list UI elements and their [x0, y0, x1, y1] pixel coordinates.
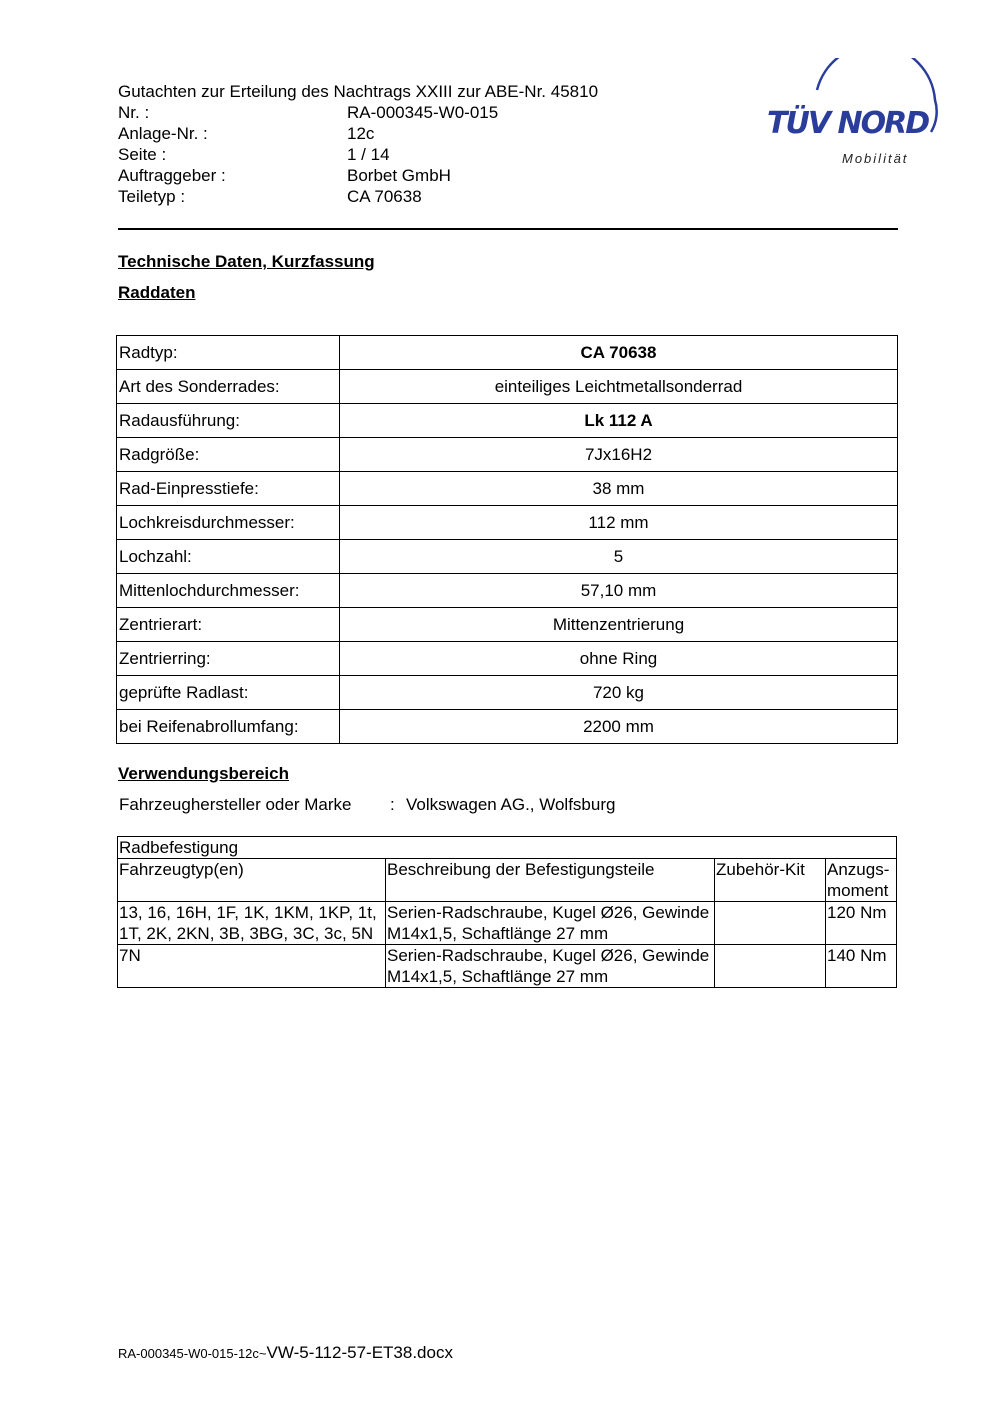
header-label: Teiletyp : [118, 187, 186, 206]
header-label: Auftraggeber : [118, 166, 226, 185]
wheel-data-label: bei Reifenabrollumfang: [117, 710, 340, 744]
column-header: Beschreibung der Befestigungsteile [386, 859, 715, 902]
table-caption-row [118, 837, 897, 859]
tuv-nord-logo [765, 58, 945, 170]
torque-cell: 120 Nm [826, 902, 897, 945]
mounting-table [117, 836, 897, 988]
wheel-data-label: Radausführung: [117, 404, 340, 438]
wheel-data-label: Zentrierart: [117, 608, 340, 642]
table-row [117, 472, 898, 506]
wheel-data-label: Lochkreisdurchmesser: [117, 506, 340, 540]
wheel-data-value: Lk 112 A [340, 404, 898, 438]
wheel-data-label: Zentrierring: [117, 642, 340, 676]
wheel-data-label: Radtyp: [117, 336, 340, 370]
table-row [118, 902, 897, 945]
header-label: Anlage-Nr. : [118, 124, 208, 143]
column-header: Zubehör-Kit [715, 859, 826, 902]
manufacturer-value: Volkswagen AG., Wolfsburg [406, 795, 616, 814]
wheel-data-table [116, 335, 898, 744]
kit-cell [715, 902, 826, 945]
vehicle-types-cell: 13, 16, 16H, 1F, 1K, 1KM, 1KP, 1t, 1T, 2K, 2KN, 3B, 3BG, 3C, 3c, 5N [118, 902, 386, 945]
footer-prefix: RA-000345-W0-015-12c~ [118, 1346, 267, 1361]
wheel-data-value: 57,10 mm [340, 574, 898, 608]
table-row [117, 438, 898, 472]
header-divider [118, 228, 898, 230]
table-row [117, 336, 898, 370]
header-label: Nr. : [118, 103, 150, 122]
wheel-data-label: Radgröße: [117, 438, 340, 472]
wheel-data-label: Rad-Einpresstiefe: [117, 472, 340, 506]
description-cell: Serien-Radschraube, Kugel Ø26, Gewinde M14x1,5, Schaftlänge 27 mm [386, 902, 715, 945]
table-header-row [118, 859, 897, 902]
document-title: Gutachten zur Erteilung des Nachtrags XXIII zur ABE-Nr. 45810 [118, 82, 599, 101]
wheel-data-value: 720 kg [340, 676, 898, 710]
table-row [117, 676, 898, 710]
header-value: 1 / 14 [347, 145, 390, 164]
table-row [118, 945, 897, 988]
description-cell: Serien-Radschraube, Kugel Ø26, Gewinde M14x1,5, Schaftlänge 27 mm [386, 945, 715, 988]
wheel-data-value: 2200 mm [340, 710, 898, 744]
logo-subtitle: Mobilität [842, 151, 909, 166]
wheel-data-value: 38 mm [340, 472, 898, 506]
header-value: Borbet GmbH [347, 166, 451, 185]
header-row-part-type [118, 186, 658, 207]
wheel-data-label: Mittenlochdurchmesser: [117, 574, 340, 608]
column-header: Fahrzeugtyp(en) [118, 859, 386, 902]
wheel-data-value: 5 [340, 540, 898, 574]
wheel-data-label: geprüfte Radlast: [117, 676, 340, 710]
section-heading-usage: Verwendungsbereich [118, 764, 289, 783]
manufacturer-line [119, 795, 615, 815]
header-label: Seite : [118, 145, 167, 164]
section-heading-wheel-data: Raddaten [118, 283, 196, 302]
header-row-page [118, 144, 658, 165]
table-row [117, 506, 898, 540]
header-value: CA 70638 [347, 187, 422, 206]
mounting-caption: Radbefestigung [118, 837, 897, 859]
table-row [117, 608, 898, 642]
wheel-data-label: Lochzahl: [117, 540, 340, 574]
table-row [117, 642, 898, 676]
table-row [117, 370, 898, 404]
wheel-data-value: CA 70638 [340, 336, 898, 370]
table-row [117, 710, 898, 744]
torque-cell: 140 Nm [826, 945, 897, 988]
wheel-data-value: 7Jx16H2 [340, 438, 898, 472]
wheel-data-value: Mittenzentrierung [340, 608, 898, 642]
table-row [117, 540, 898, 574]
manufacturer-separator: : [390, 795, 395, 814]
wheel-data-value: einteiliges Leichtmetallsonderrad [340, 370, 898, 404]
wheel-data-value: ohne Ring [340, 642, 898, 676]
section-heading-technical: Technische Daten, Kurzfassung [118, 252, 375, 271]
header-row-number [118, 102, 658, 123]
header-value: RA-000345-W0-015 [347, 103, 499, 122]
footer-name: VW-5-112-57-ET38.docx [266, 1343, 453, 1362]
kit-cell [715, 945, 826, 988]
header-row-attachment [118, 123, 658, 144]
column-header: Anzugs-moment [826, 859, 897, 902]
wheel-data-label: Art des Sonderrades: [117, 370, 340, 404]
wheel-data-value: 112 mm [340, 506, 898, 540]
document-header [118, 81, 658, 207]
header-row-client [118, 165, 658, 186]
header-value: 12c [347, 124, 375, 143]
table-row [117, 404, 898, 438]
footer-filename [118, 1343, 453, 1363]
vehicle-types-cell: 7N [118, 945, 386, 988]
table-row [117, 574, 898, 608]
logo-wordmark: TÜV NORD [767, 106, 929, 141]
manufacturer-label: Fahrzeughersteller oder Marke [119, 795, 352, 814]
